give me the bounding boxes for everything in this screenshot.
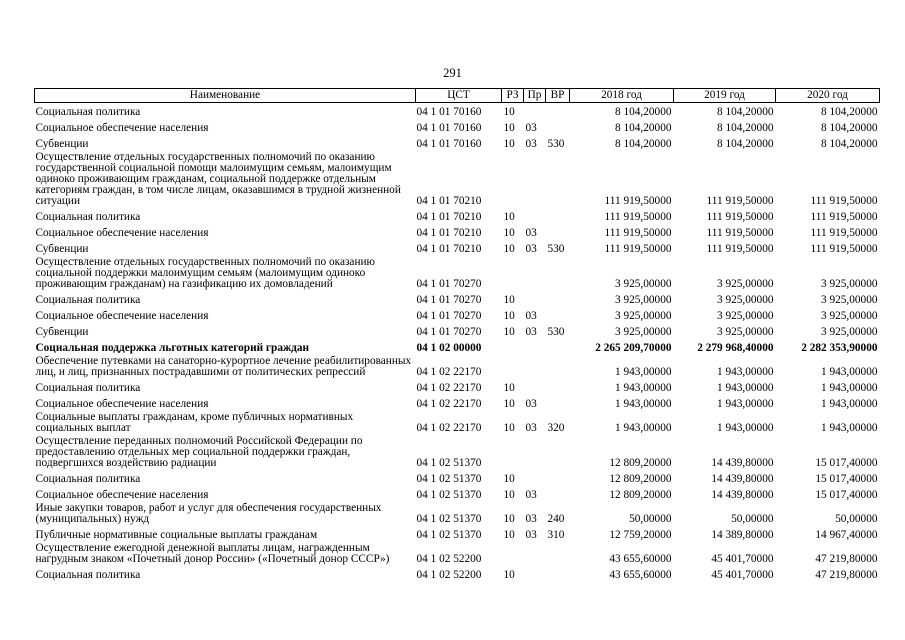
cell-vr [546, 379, 570, 395]
cell-2018: 111 919,50000 [604, 195, 672, 207]
table-row [35, 119, 880, 135]
cell-cst: 04 1 01 70270 [416, 294, 482, 306]
table-row [35, 502, 880, 526]
cell-2019: 1 943,00000 [717, 398, 774, 410]
cell-2019: 8 104,20000 [717, 138, 774, 150]
cell-cst: 04 1 01 70210 [416, 227, 482, 239]
cell-cst: 04 1 01 70210 [416, 211, 482, 223]
cell-pr [524, 470, 546, 486]
cell-rz: 10 [503, 529, 515, 541]
cell-pr [524, 566, 546, 582]
cell-vr [546, 224, 570, 240]
cell-2018: 3 925,00000 [615, 310, 672, 322]
cell-cst: 04 1 02 51370 [416, 529, 482, 541]
cell-2018: 43 655,60000 [609, 569, 672, 581]
cell-rz: 10 [503, 489, 515, 501]
table-row [35, 470, 880, 486]
cell-name: Социальное обеспечение населения [35, 310, 209, 322]
cell-vr [546, 339, 570, 355]
table-row [35, 291, 880, 307]
cell-vr [546, 355, 570, 379]
cell-vr [546, 395, 570, 411]
cell-pr [524, 208, 546, 224]
cell-cst: 04 1 01 70210 [416, 243, 482, 255]
cell-name: Социальная политика [35, 294, 141, 306]
cell-2020: 3 925,00000 [821, 294, 878, 306]
cell-name: Субвенции [35, 138, 89, 150]
cell-2020: 1 943,00000 [821, 422, 878, 434]
cell-vr: 530 [547, 326, 565, 338]
cell-2019: 1 943,00000 [717, 382, 774, 394]
cell-pr: 03 [525, 310, 537, 322]
cell-vr [546, 307, 570, 323]
cell-2020: 111 919,50000 [810, 195, 878, 207]
cell-vr [546, 542, 570, 566]
cell-vr [546, 486, 570, 502]
cell-name: Осуществление отдельных государственных полномочий по оказанию государственной социальной помощи малоимущим семьям, малоимущим одиноко проживающим гражданам, социальной поддержке отдельным категориям граждан, в том числе лицам, оказавшимся в трудной жизненной ситуации [35, 151, 401, 207]
table-row [35, 307, 880, 323]
cell-pr: 03 [525, 513, 537, 525]
cell-2018: 1 943,00000 [615, 422, 672, 434]
cell-2019: 50,00000 [731, 513, 774, 525]
cell-2019: 3 925,00000 [717, 310, 774, 322]
cell-name: Социальное обеспечение населения [35, 398, 209, 410]
cell-2018: 2 265 209,70000 [595, 342, 672, 354]
cell-pr [524, 151, 546, 208]
cell-name: Субвенции [35, 243, 89, 255]
cell-2018: 8 104,20000 [615, 138, 672, 150]
cell-name: Социальная политика [35, 569, 141, 581]
cell-2020: 1 943,00000 [821, 366, 878, 378]
table-row [35, 379, 880, 395]
cell-vr [546, 470, 570, 486]
cell-cst: 04 1 01 70270 [416, 278, 482, 290]
cell-name: Публичные нормативные социальные выплаты гражданам [35, 529, 318, 541]
cell-2020: 3 925,00000 [821, 278, 878, 290]
cell-vr [546, 435, 570, 470]
table-body [35, 103, 880, 583]
cell-2020: 111 919,50000 [810, 243, 878, 255]
cell-rz: 10 [503, 227, 515, 239]
header-cst: ЦСТ [416, 89, 502, 103]
cell-2020: 1 943,00000 [821, 382, 878, 394]
cell-2018: 111 919,50000 [604, 227, 672, 239]
cell-name: Социальные выплаты гражданам, кроме публичных нормативных социальных выплат [35, 411, 354, 434]
header-vr: ВР [546, 89, 570, 103]
cell-2018: 3 925,00000 [615, 294, 672, 306]
cell-2020: 1 943,00000 [821, 398, 878, 410]
budget-table [34, 88, 880, 582]
table-row [35, 435, 880, 470]
cell-cst: 04 1 01 70160 [416, 138, 482, 150]
cell-name: Социальное обеспечение населения [35, 227, 209, 239]
cell-2020: 111 919,50000 [810, 227, 878, 239]
cell-name: Социальное обеспечение населения [35, 122, 209, 134]
cell-2018: 12 809,20000 [609, 489, 672, 501]
cell-2018: 111 919,50000 [604, 243, 672, 255]
cell-rz: 10 [503, 326, 515, 338]
cell-2018: 3 925,00000 [615, 278, 672, 290]
header-2018: 2018 год [570, 89, 674, 103]
cell-name: Осуществление переданных полномочий Российской Федерации по предоставлению отдельных мер социальной поддержки граждан, подвергшихся воздействию радиации [35, 435, 363, 469]
cell-2020: 3 925,00000 [821, 310, 878, 322]
cell-2018: 111 919,50000 [604, 211, 672, 223]
cell-2019: 8 104,20000 [717, 106, 774, 118]
header-row [35, 89, 880, 103]
cell-pr [524, 339, 546, 355]
cell-pr: 03 [525, 122, 537, 134]
cell-rz: 10 [503, 569, 515, 581]
cell-rz: 10 [503, 243, 515, 255]
cell-2020: 15 017,40000 [815, 457, 878, 469]
cell-cst: 04 1 02 22170 [416, 398, 482, 410]
cell-vr [546, 256, 570, 291]
cell-2018: 1 943,00000 [615, 366, 672, 378]
table-row [35, 526, 880, 542]
cell-cst: 04 1 02 51370 [416, 457, 482, 469]
cell-cst: 04 1 02 51370 [416, 513, 482, 525]
cell-2019: 111 919,50000 [706, 211, 774, 223]
cell-name: Социальная политика [35, 473, 141, 485]
cell-2019: 45 401,70000 [711, 569, 774, 581]
cell-name: Социальная политика [35, 106, 141, 118]
cell-2020: 8 104,20000 [821, 122, 878, 134]
cell-rz [502, 542, 524, 566]
table-row [35, 486, 880, 502]
cell-name: Субвенции [35, 326, 89, 338]
cell-pr: 03 [525, 227, 537, 239]
cell-cst: 04 1 02 52200 [416, 553, 482, 565]
cell-rz: 10 [503, 422, 515, 434]
cell-name: Социальное обеспечение населения [35, 489, 209, 501]
cell-rz [502, 355, 524, 379]
cell-cst: 04 1 02 22170 [416, 366, 482, 378]
cell-2019: 3 925,00000 [717, 278, 774, 290]
table-row [35, 395, 880, 411]
cell-pr: 03 [525, 398, 537, 410]
cell-cst: 04 1 02 22170 [416, 422, 482, 434]
cell-2019: 1 943,00000 [717, 366, 774, 378]
cell-2019: 14 439,80000 [711, 473, 774, 485]
cell-vr: 320 [547, 422, 565, 434]
cell-cst: 04 1 01 70210 [416, 195, 482, 207]
cell-pr: 03 [525, 138, 537, 150]
cell-rz: 10 [503, 513, 515, 525]
cell-2019: 111 919,50000 [706, 195, 774, 207]
header-2019: 2019 год [674, 89, 776, 103]
cell-2020: 8 104,20000 [821, 138, 878, 150]
cell-name: Иные закупки товаров, работ и услуг для обеспечения государственных (муниципальных) нужд [35, 502, 382, 525]
table-row [35, 323, 880, 339]
cell-cst: 04 1 01 70160 [416, 106, 482, 118]
cell-2019: 2 279 968,40000 [697, 342, 774, 354]
cell-2019: 3 925,00000 [717, 326, 774, 338]
table-row [35, 542, 880, 566]
cell-rz: 10 [503, 473, 515, 485]
table-row [35, 566, 880, 582]
cell-2019: 14 389,80000 [711, 529, 774, 541]
cell-2018: 50,00000 [629, 513, 672, 525]
cell-rz: 10 [503, 122, 515, 134]
cell-rz [502, 151, 524, 208]
cell-2018: 12 759,20000 [609, 529, 672, 541]
header-rz: РЗ [502, 89, 524, 103]
cell-rz [502, 256, 524, 291]
header-pr: Пр [524, 89, 546, 103]
cell-vr: 310 [547, 529, 565, 541]
cell-cst: 04 1 01 70270 [416, 310, 482, 322]
table-row [35, 151, 880, 208]
cell-2020: 2 282 353,90000 [801, 342, 878, 354]
cell-pr [524, 355, 546, 379]
cell-2019: 111 919,50000 [706, 243, 774, 255]
table-row [35, 135, 880, 151]
cell-2019: 45 401,70000 [711, 553, 774, 565]
cell-rz: 10 [503, 138, 515, 150]
cell-name: Осуществление отдельных государственных полномочий по оказанию социальной поддержки малоимущим семьям (малоимущим одиноко проживающим гражданам) на газификацию их домовладений [35, 256, 375, 290]
cell-rz: 10 [503, 294, 515, 306]
cell-2019: 1 943,00000 [717, 422, 774, 434]
cell-pr [524, 256, 546, 291]
cell-vr: 240 [547, 513, 565, 525]
table-row [35, 208, 880, 224]
cell-cst: 04 1 01 70160 [416, 122, 482, 134]
cell-vr [546, 291, 570, 307]
cell-2020: 8 104,20000 [821, 106, 878, 118]
header-2020: 2020 год [776, 89, 880, 103]
cell-vr: 530 [547, 138, 565, 150]
cell-rz: 10 [503, 211, 515, 223]
cell-2019: 8 104,20000 [717, 122, 774, 134]
cell-rz: 10 [503, 382, 515, 394]
cell-2020: 14 967,40000 [815, 529, 878, 541]
cell-vr [546, 208, 570, 224]
cell-2018: 3 925,00000 [615, 326, 672, 338]
cell-vr: 530 [547, 243, 565, 255]
cell-2019: 3 925,00000 [717, 294, 774, 306]
table-row [35, 224, 880, 240]
cell-cst: 04 1 02 52200 [416, 569, 482, 581]
cell-name: Осуществление ежегодной денежной выплаты лицам, награжденным нагрудным знаком «Почетный донор России» («Почетный донор СССР») [35, 542, 390, 565]
cell-pr [524, 542, 546, 566]
cell-cst: 04 1 01 70270 [416, 326, 482, 338]
cell-cst: 04 1 02 51370 [416, 489, 482, 501]
cell-rz [502, 339, 524, 355]
cell-cst: 04 1 02 22170 [416, 382, 482, 394]
cell-cst: 04 1 02 00000 [416, 342, 482, 354]
cell-rz: 10 [503, 398, 515, 410]
header-name: Наименование [35, 89, 416, 103]
cell-2018: 12 809,20000 [609, 473, 672, 485]
cell-2018: 8 104,20000 [615, 106, 672, 118]
table-row [35, 411, 880, 435]
cell-pr [524, 291, 546, 307]
cell-2018: 8 104,20000 [615, 122, 672, 134]
cell-vr [546, 151, 570, 208]
cell-pr: 03 [525, 489, 537, 501]
cell-cst: 04 1 02 51370 [416, 473, 482, 485]
cell-2019: 111 919,50000 [706, 227, 774, 239]
table-row [35, 240, 880, 256]
cell-name: Социальная политика [35, 211, 141, 223]
cell-rz: 10 [503, 106, 515, 118]
cell-2020: 15 017,40000 [815, 473, 878, 485]
cell-name: Обеспечение путевками на санаторно-курортное лечение реабилитированных лиц, и лиц, признанных пострадавшими от политических репрессий [35, 355, 412, 378]
cell-pr [524, 379, 546, 395]
table-row [35, 339, 880, 355]
cell-pr: 03 [525, 326, 537, 338]
cell-2019: 14 439,80000 [711, 457, 774, 469]
cell-pr: 03 [525, 529, 537, 541]
cell-2020: 50,00000 [835, 513, 878, 525]
cell-rz [502, 435, 524, 470]
page-number: 291 [443, 66, 462, 80]
cell-name: Социальная политика [35, 382, 141, 394]
table-row [35, 355, 880, 379]
table-row [35, 256, 880, 291]
cell-2020: 3 925,00000 [821, 326, 878, 338]
cell-2018: 12 809,20000 [609, 457, 672, 469]
cell-2020: 15 017,40000 [815, 489, 878, 501]
cell-2019: 14 439,80000 [711, 489, 774, 501]
cell-pr: 03 [525, 422, 537, 434]
cell-pr [524, 435, 546, 470]
cell-vr [546, 103, 570, 120]
cell-2018: 43 655,60000 [609, 553, 672, 565]
cell-vr [546, 119, 570, 135]
cell-vr [546, 566, 570, 582]
cell-2020: 111 919,50000 [810, 211, 878, 223]
cell-2020: 47 219,80000 [815, 569, 878, 581]
cell-2018: 1 943,00000 [615, 382, 672, 394]
table-row [35, 103, 880, 120]
cell-name: Социальная поддержка льготных категорий граждан [35, 342, 310, 354]
cell-2020: 47 219,80000 [815, 553, 878, 565]
cell-rz: 10 [503, 310, 515, 322]
cell-pr [524, 103, 546, 120]
table-header [35, 89, 880, 103]
cell-2018: 1 943,00000 [615, 398, 672, 410]
cell-pr: 03 [525, 243, 537, 255]
